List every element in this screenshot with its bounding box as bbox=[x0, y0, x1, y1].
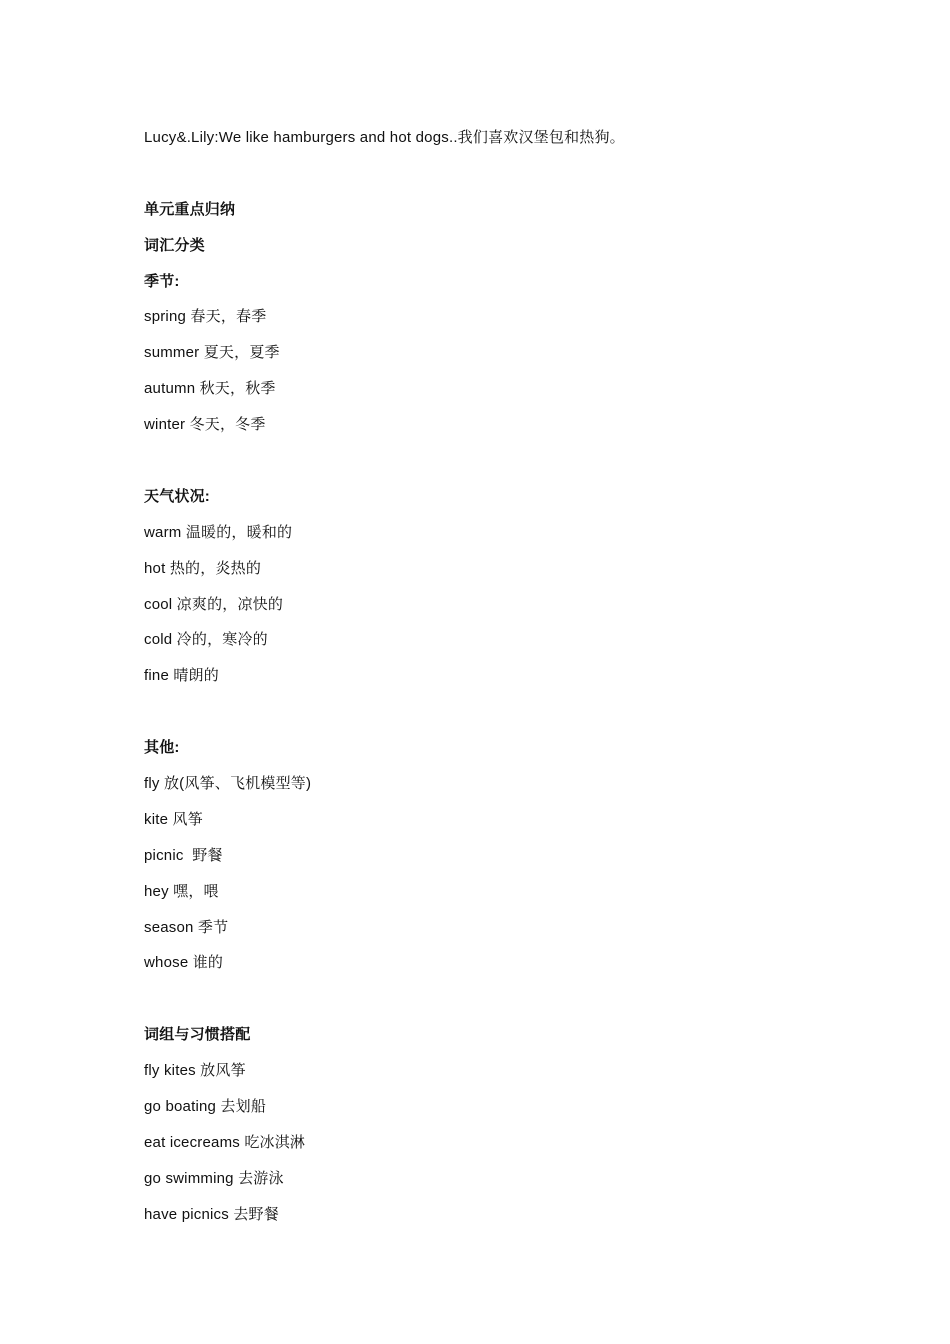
vocab-item: hot 热的，炎热的 bbox=[144, 559, 262, 577]
intro-dialogue: Lucy&.Lily:We like hamburgers and hot dogs..我们喜欢汉堡包和热狗。 bbox=[144, 129, 625, 146]
vocab-item: picnic 野餐 bbox=[144, 846, 223, 864]
section-title: 季节: bbox=[144, 272, 180, 290]
vocab-item: cool 凉爽的，凉快的 bbox=[144, 595, 284, 613]
unit-summary-heading: 单元重点归纳 bbox=[144, 200, 236, 218]
others-section bbox=[144, 730, 904, 981]
document-body bbox=[144, 120, 904, 1233]
phrase-item: fly kites 放风筝 bbox=[144, 1062, 246, 1080]
phrase-item: go boating 去划船 bbox=[144, 1098, 267, 1116]
phrases-section bbox=[144, 1017, 904, 1232]
phrase-item: have picnics 去野餐 bbox=[144, 1205, 279, 1223]
vocab-item: cold 冷的，寒冷的 bbox=[144, 631, 268, 649]
vocab-item: whose 谁的 bbox=[144, 954, 224, 972]
vocab-item: fly 放(风筝、飞机模型等) bbox=[144, 775, 312, 793]
section-title: 词组与习惯搭配 bbox=[144, 1026, 251, 1044]
vocab-item: fine 晴朗的 bbox=[144, 667, 219, 685]
section-title: 其他: bbox=[144, 739, 180, 757]
vocab-item: winter 冬天，冬季 bbox=[144, 416, 266, 434]
blank-line bbox=[144, 156, 904, 192]
blank-line bbox=[144, 443, 904, 479]
weather-section bbox=[144, 479, 904, 694]
vocab-item: autumn 秋天，秋季 bbox=[144, 380, 276, 398]
phrase-item: go swimming 去游泳 bbox=[144, 1169, 284, 1187]
vocab-item: spring 春天，春季 bbox=[144, 308, 267, 326]
phrase-item: eat icecreams 吃冰淇淋 bbox=[144, 1133, 306, 1151]
seasons-section bbox=[144, 264, 904, 443]
blank-line bbox=[144, 981, 904, 1017]
vocab-item: warm 温暖的，暖和的 bbox=[144, 523, 293, 541]
vocab-item: season 季节 bbox=[144, 918, 229, 936]
blank-line bbox=[144, 694, 904, 730]
section-title: 天气状况: bbox=[144, 487, 210, 505]
vocab-item: kite 风筝 bbox=[144, 810, 203, 828]
vocabulary-heading: 词汇分类 bbox=[144, 236, 205, 254]
vocab-item: summer 夏天，夏季 bbox=[144, 344, 280, 362]
vocab-item: hey 嘿，喂 bbox=[144, 882, 219, 900]
